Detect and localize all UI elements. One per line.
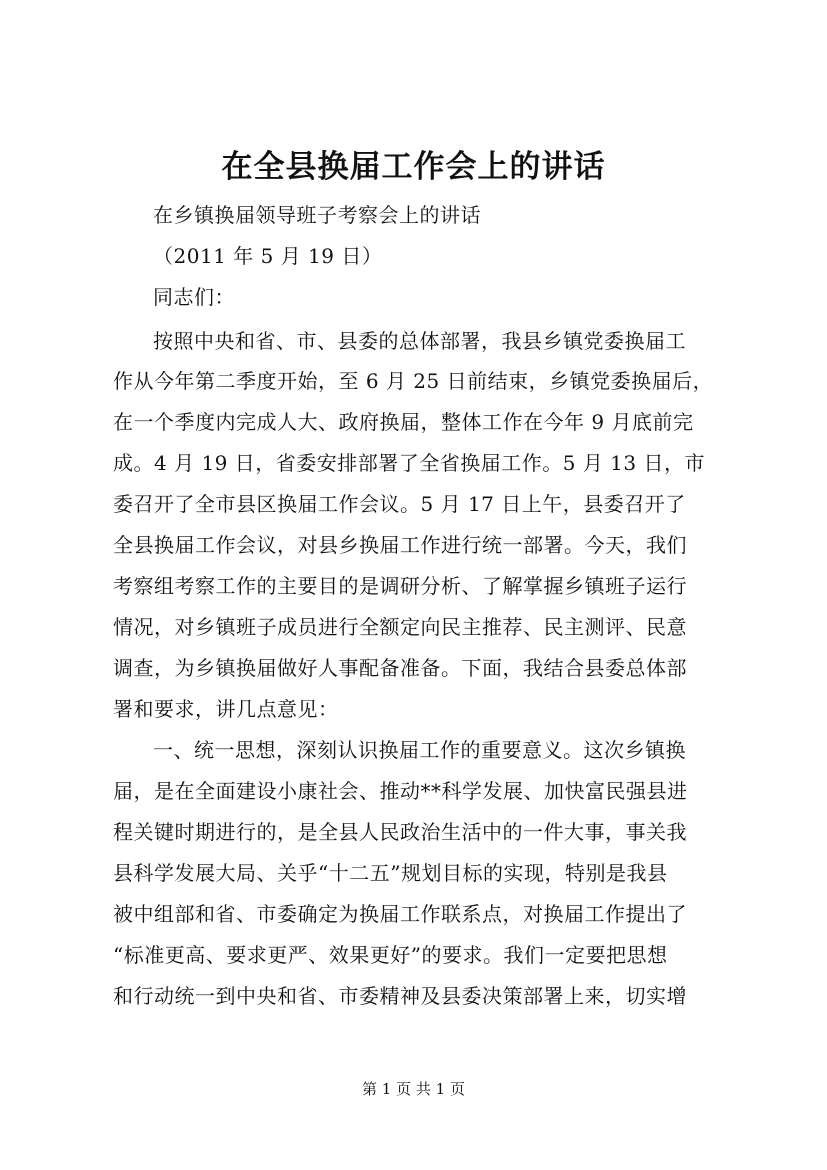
paragraph-line: 一、统一思想，深刻认识换届工作的重要意义。这次乡镇换 xyxy=(153,738,686,762)
paragraph-line: “标准更高、要求更严、效果更好”的要求。我们一定要把思想 xyxy=(113,943,668,967)
salutation: 同志们： xyxy=(153,285,235,309)
paragraph-line: 按照中央和省、市、县委的总体部署，我县乡镇党委换届工 xyxy=(153,329,686,353)
paragraph-line: 情况，对乡镇班子成员进行全额定向民主推荐、民主测评、民意 xyxy=(113,615,687,639)
paragraph-line: 考察组考察工作的主要目的是调研分析、了解掌握乡镇班子运行 xyxy=(113,574,687,598)
paragraph-line: 成。4 月 19 日，省委安排部署了全省换届工作。5 月 13 日，市 xyxy=(113,451,705,475)
paragraph-line: 县科学发展大局、关乎“十二五”规划目标的实现，特别是我县 xyxy=(113,861,668,885)
paragraph-line: 在一个季度内完成人大、政府换届，整体工作在今年 9 月底前完 xyxy=(113,410,694,434)
paragraph-line: 被中组部和省、市委确定为换届工作联系点，对换届工作提出了 xyxy=(113,902,687,926)
paragraph-line: 和行动统一到中央和省、市委精神及县委决策部署上来，切实增 xyxy=(113,984,687,1008)
document-subtitle: 在乡镇换届领导班子考察会上的讲话 xyxy=(153,203,481,227)
paragraph-line: 委召开了全市县区换届工作会议。5 月 17 日上午，县委召开了 xyxy=(113,492,686,516)
page-number: 第 1 页 共 1 页 xyxy=(362,1080,465,1098)
paragraph-line: 届，是在全面建设小康社会、推动**科学发展、加快富民强县进 xyxy=(113,779,688,803)
paragraph-line: 调查，为乡镇换届做好人事配备准备。下面，我结合县委总体部 xyxy=(113,656,687,680)
paragraph-line: 程关键时期进行的，是全县人民政治生活中的一件大事，事关我 xyxy=(113,820,687,844)
speech-date: （2011 年 5 月 19 日） xyxy=(153,244,383,268)
paragraph-line: 作从今年第二季度开始，至 6 月 25 日前结束，乡镇党委换届后， xyxy=(113,369,714,393)
paragraph-line: 全县换届工作会议，对县乡换届工作进行统一部署。今天，我们 xyxy=(113,533,687,557)
document-title: 在全县换届工作会上的讲话 xyxy=(221,149,606,185)
paragraph-line: 署和要求，讲几点意见： xyxy=(113,697,339,721)
